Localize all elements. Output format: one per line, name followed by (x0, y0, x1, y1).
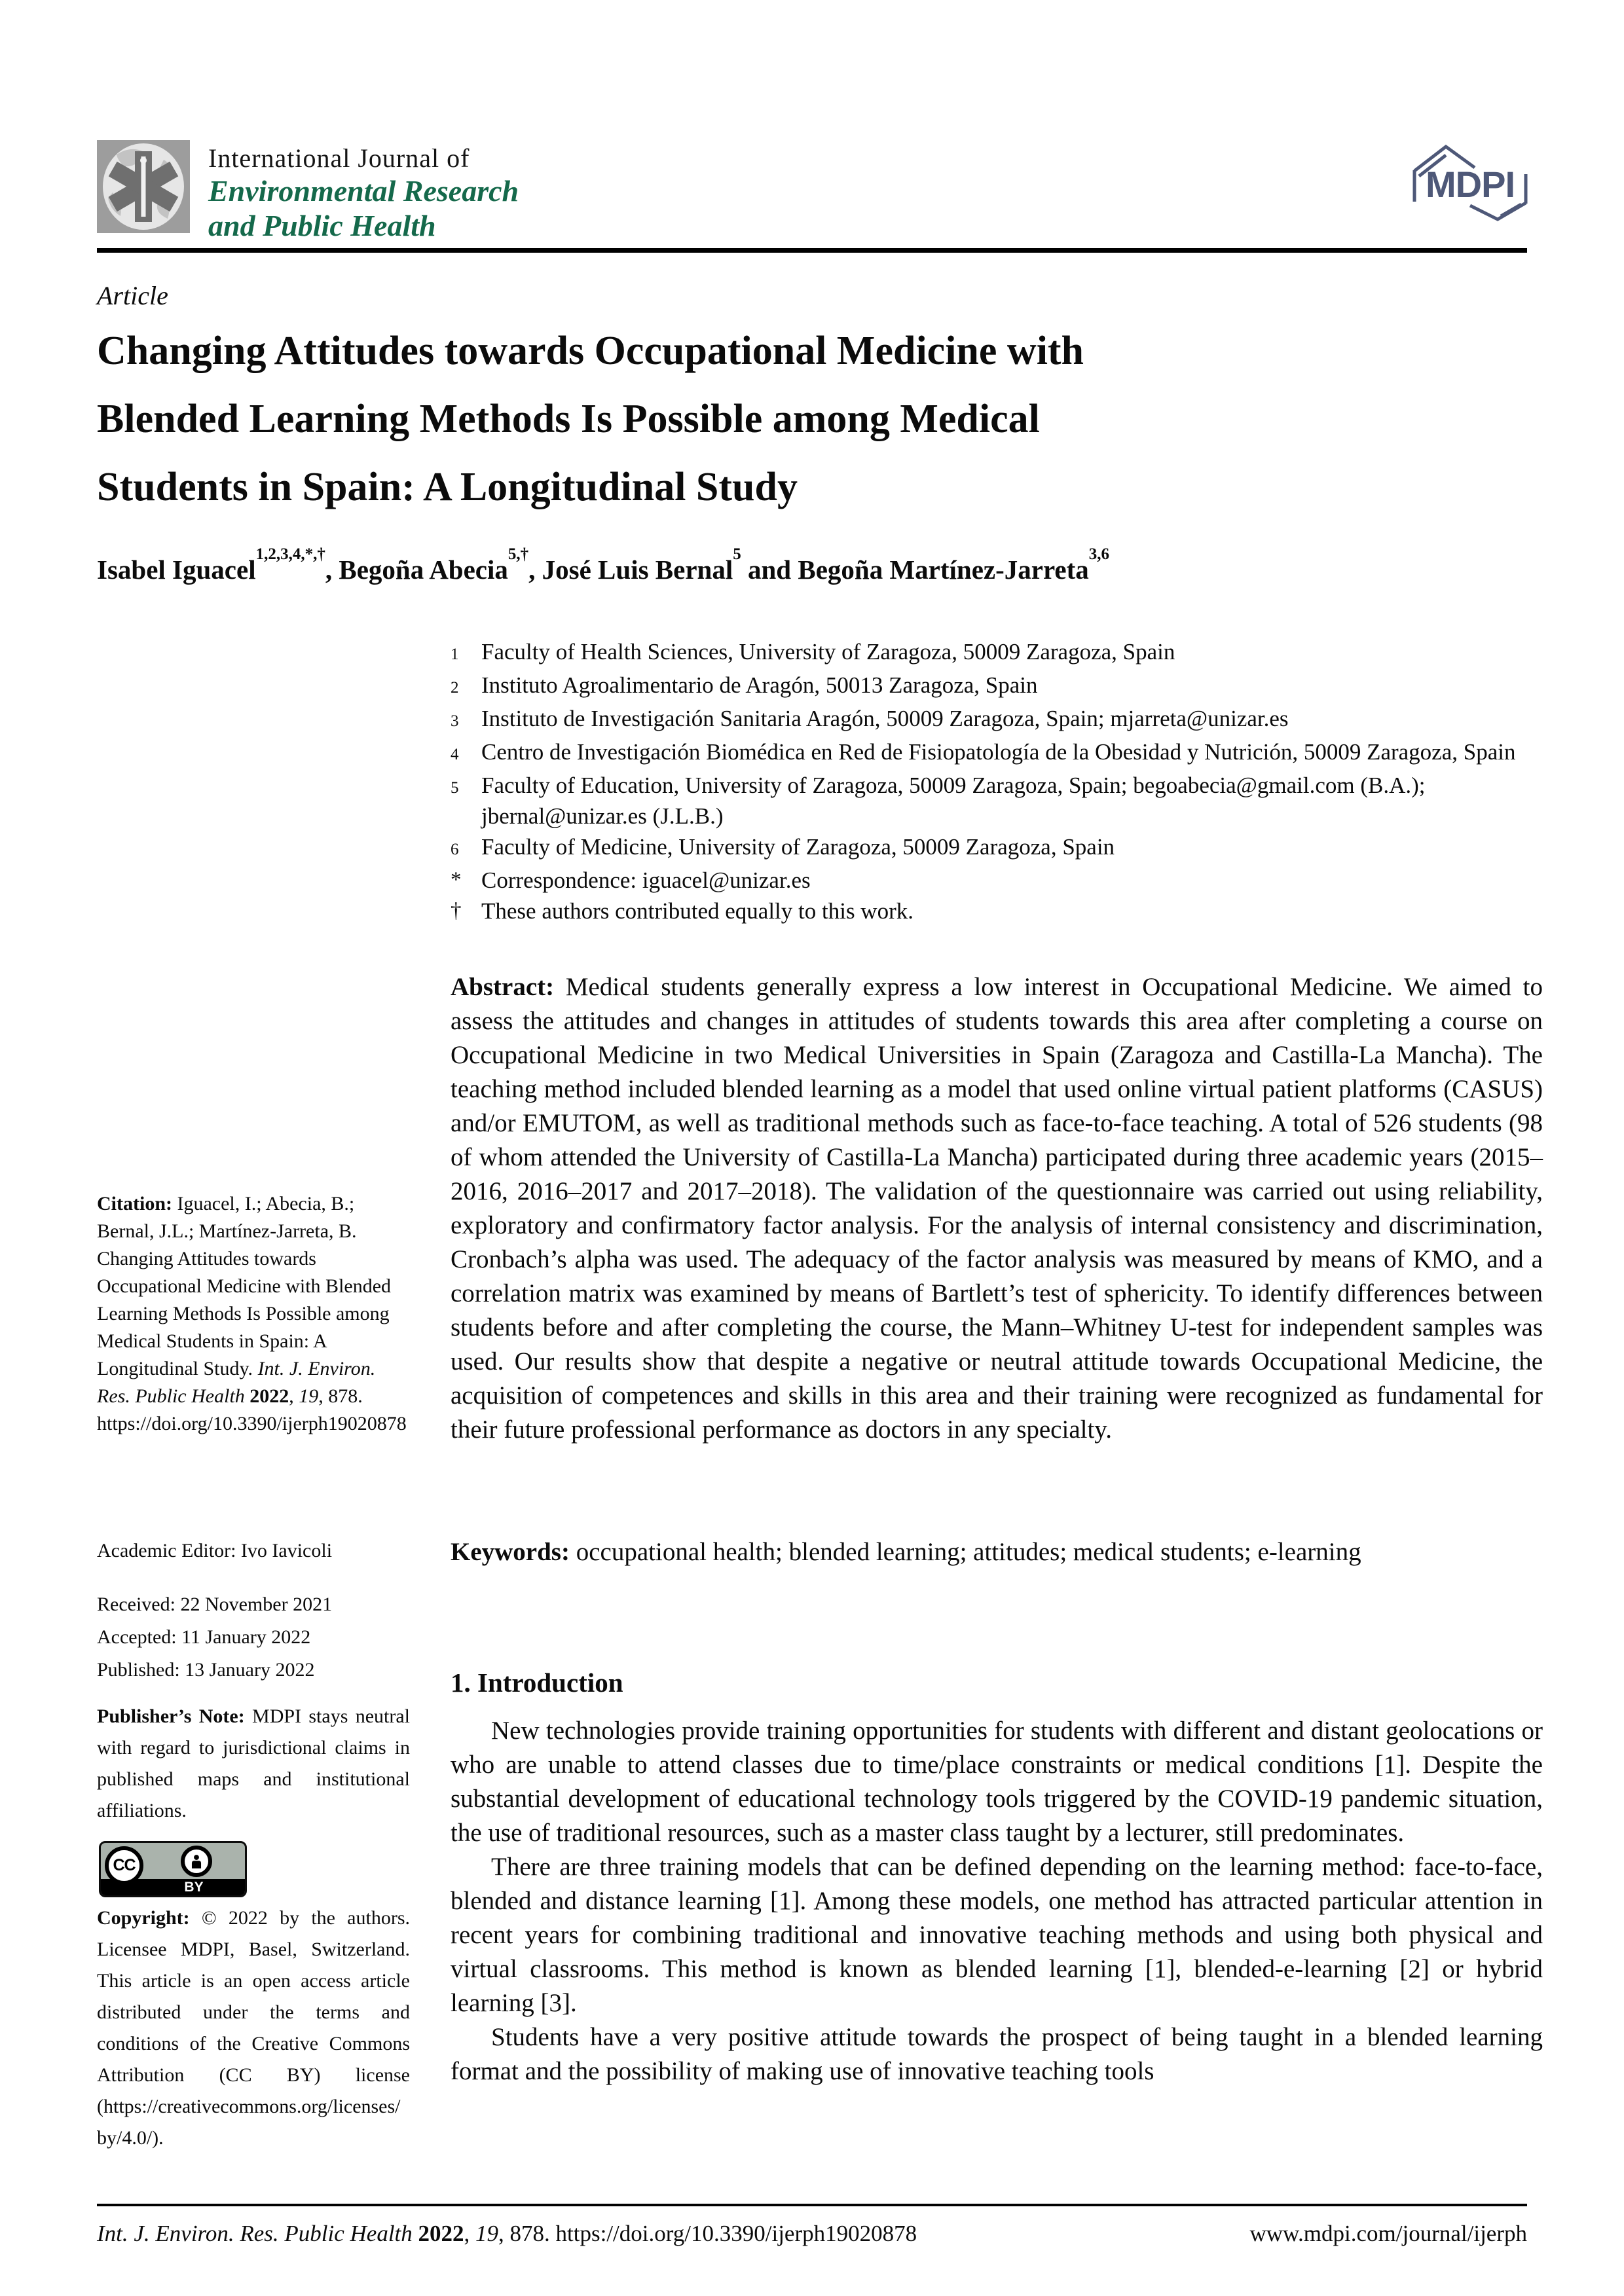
citation-label: Citation: (97, 1193, 177, 1214)
affiliation-text: Instituto de Investigación Sanitaria Aragón, 50009 Zaragoza, Spain; mjarreta@unizar.es (481, 706, 1289, 731)
author-superscript: 5 (733, 545, 741, 564)
abstract-label: Abstract: (451, 973, 555, 1001)
author-superscript: 3,6 (1088, 545, 1110, 564)
paper-title (97, 317, 1583, 521)
citation-year: 2022 (249, 1385, 289, 1407)
copyright-text: © 2022 by the authors. Licensee MDPI, Basel, Switzerland. This article is an open access article distributed under the terms and conditions of the Creative Commons Attribution (CC BY) license (https://creativecommons.org/licenses/by/4.0/). (97, 1907, 410, 2149)
footer-volume: 19 (475, 2221, 499, 2246)
affiliation-text: Instituto Agroalimentario de Aragón, 50013 Zaragoza, Spain (481, 672, 1038, 698)
paper-title-line: Students in Spain: A Longitudinal Study (97, 465, 798, 509)
accepted-date: Accepted: 11 January 2022 (97, 1626, 311, 1648)
cc-by-badge[interactable] (99, 1841, 247, 1897)
author-name: Begoña Martínez-Jarreta (798, 555, 1089, 585)
received-date: Received: 22 November 2021 (97, 1594, 333, 1615)
citation-text: , (289, 1385, 299, 1407)
affiliation-row (451, 770, 1543, 831)
affiliation-marker: 6 (451, 841, 459, 858)
header-rule (97, 248, 1527, 253)
keywords-text: occupational health; blended learning; attitudes; medical students; e-learning (569, 1538, 1361, 1566)
footer-sep (413, 2221, 418, 2246)
footer-citation (97, 2221, 917, 2247)
publishers-note (97, 1701, 410, 1827)
citation-volume: 19 (299, 1385, 319, 1407)
author-separator: , (528, 555, 542, 585)
affiliation-text: Correspondence: iguacel@unizar.es (481, 867, 811, 893)
author-name: Begoña Abecia (339, 555, 508, 585)
footer-rule (97, 2204, 1527, 2206)
abstract-text: Medical students generally express a low interest in Occupational Medicine. We aimed to assess the attitudes and changes in attitudes of students towards this area after completing a course on Occupational Medicine in two Medical Universities in Spain (Zaragoza and Castilla-La Mancha). The teaching method included blended learning as a model that used online virtual patient platforms (CASUS) and/or EMUTOM, as well as traditional methods such as face-to-face teaching. A total of 526 students (98 of whom attended the University of Castilla-La Mancha) participated during three academic years (2015–2016, 2016–2017 and 2017–2018). The validation of the questionnaire was carried out using reliability, exploratory and confirmatory factor analysis. For the analysis of internal consistency and discrimination, Cronbach’s alpha was used. The adequacy of the factor analysis was measured by means of KMO, and a correlation matrix was examined by means of Bartlett’s test of sphericity. To identify differences between students before and after completing the course, the Mann–Whitney U-test for independent samples was used. Our results show that despite a negative or neutral attitude towards Occupational Medicine, the acquisition of competences and skills in this area and their training were recognized as fundamental for their future professional performance as doctors in any specialty. (451, 973, 1543, 1444)
author-superscript: 1,2,3,4,*,† (255, 545, 325, 564)
journal-logo-icon (97, 140, 190, 233)
author-separator: , (325, 555, 339, 585)
published-date: Published: 13 January 2022 (97, 1659, 315, 1681)
publishers-note-text: MDPI stays neutral with regard to jurisdictional claims in published maps and institutional affiliations. (97, 1705, 410, 1821)
person-icon (181, 1846, 212, 1877)
affiliation-row (451, 670, 1543, 703)
affiliation-text: Faculty of Education, University of Zaragoza, 50009 Zaragoza, Spain; begoabecia@gmail.com (B.A.); jbernal@unizar.es (J.L.B.) (481, 773, 1426, 829)
citation-journal: Int. J. Environ. Res. Public Health (97, 1358, 376, 1407)
affiliation-row (451, 737, 1543, 770)
journal-name-line1: International Journal of (208, 143, 470, 173)
footer-doi-link[interactable]: https://doi.org/10.3390/ijerph19020878 (555, 2221, 917, 2246)
footer-site-link[interactable]: www.mdpi.com/journal/ijerph (1249, 2221, 1527, 2246)
affiliation-marker: 2 (451, 679, 459, 697)
affiliation-row (451, 703, 1543, 737)
copyright-label: Copyright: (97, 1907, 190, 1929)
intro-paragraph: Students have a very positive attitude towards the prospect of being taught in a blended learning format and the possibility of making use of innovative teaching tools (451, 2023, 1543, 2085)
author-name: José Luis Bernal (542, 555, 733, 585)
footer-journal: Int. J. Environ. Res. Public Health (97, 2221, 413, 2246)
affiliation-text: Faculty of Medicine, University of Zaragoza, 50009 Zaragoza, Spain (481, 834, 1115, 860)
cc-icon: CC (105, 1846, 143, 1885)
affiliation-text: These authors contributed equally to this work. (481, 898, 913, 924)
section-heading-introduction: 1. Introduction (451, 1667, 623, 1698)
affiliation-marker: 4 (451, 746, 459, 763)
affiliation-list (451, 636, 1543, 926)
citation-doi-link[interactable]: https://doi.org/10.3390/ijerph19020878 (97, 1413, 407, 1434)
citation-text: Iguacel, I.; Abecia, B.; Bernal, J.L.; Martínez-Jarreta, B. Changing Attitudes towards Occupational Medicine with Blended Learning Methods Is Possible among Medical Students in Spain: A Longitudinal Study. (97, 1193, 392, 1379)
affiliation-marker: 5 (451, 779, 459, 797)
journal-name-line2: Environmental Research (208, 174, 519, 208)
citation-text: , 878. (318, 1385, 363, 1407)
affiliation-marker: * (451, 868, 462, 892)
affiliation-marker: 3 (451, 712, 459, 730)
affiliation-row (451, 636, 1543, 670)
affiliation-text: Centro de Investigación Biomédica en Red de Fisiopatología de la Obesidad y Nutrición, 50009 Zaragoza, Spain (481, 739, 1516, 765)
keywords-label: Keywords: (451, 1538, 570, 1566)
by-label: BY (184, 1880, 204, 1895)
footer-sep: , (464, 2221, 476, 2246)
mdpi-logo-icon (1405, 137, 1536, 232)
academic-editor: Academic Editor: Ivo Iavicoli (97, 1540, 333, 1561)
history-dates (97, 1588, 410, 1686)
keywords (451, 1537, 1543, 1567)
author-superscript: 5,† (507, 545, 529, 564)
article-type-label: Article (97, 281, 168, 310)
paper-title-line: Blended Learning Methods Is Possible among Medical (97, 397, 1040, 441)
copyright-block (97, 1903, 410, 2154)
affiliation-row (451, 865, 1543, 896)
author-name: Isabel Iguacel (97, 555, 256, 585)
introduction-section (451, 1667, 1543, 2088)
journal-name (208, 143, 519, 243)
affiliation-row (451, 831, 1543, 865)
paper-title-line: Changing Attitudes towards Occupational Medicine with (97, 329, 1084, 373)
svg-text:MDPI: MDPI (1426, 164, 1515, 205)
affiliation-marker: 1 (451, 646, 459, 663)
affiliation-text: Faculty of Health Sciences, University of Zaragoza, 50009 Zaragoza, Spain (481, 639, 1175, 665)
authors-line (97, 545, 1596, 585)
abstract (451, 970, 1543, 1447)
footer-year: 2022 (418, 2221, 464, 2246)
journal-name-line3: and Public Health (208, 209, 436, 242)
affiliation-marker: † (451, 899, 462, 922)
footer-pages: , 878. (498, 2221, 556, 2246)
citation-block (97, 1190, 410, 1438)
affiliation-row (451, 896, 1543, 926)
publishers-note-label: Publisher’s Note: (97, 1705, 245, 1727)
author-separator: and (741, 555, 798, 585)
intro-paragraph: There are three training models that can be defined depending on the learning method: face-to-face, blended and distance learning [1]. Among these models, one method has attracted particular attention in recent years for combining traditional and innovative teaching methods and using both physical and virtual classrooms. This method is known as blended learning [1], blended-e-learning [2] or hybrid learning [3]. (451, 1853, 1543, 2017)
intro-paragraph: New technologies provide training opportunities for students with different and distant geolocations or who are unable to attend classes due to time/place constraints or medical conditions [1]. Despite the substantial development of educational technology tools triggered by the COVID-19 pandemic situation, the use of traditional resources, such as a master class taught by a lecturer, still predominates. (451, 1717, 1543, 1847)
